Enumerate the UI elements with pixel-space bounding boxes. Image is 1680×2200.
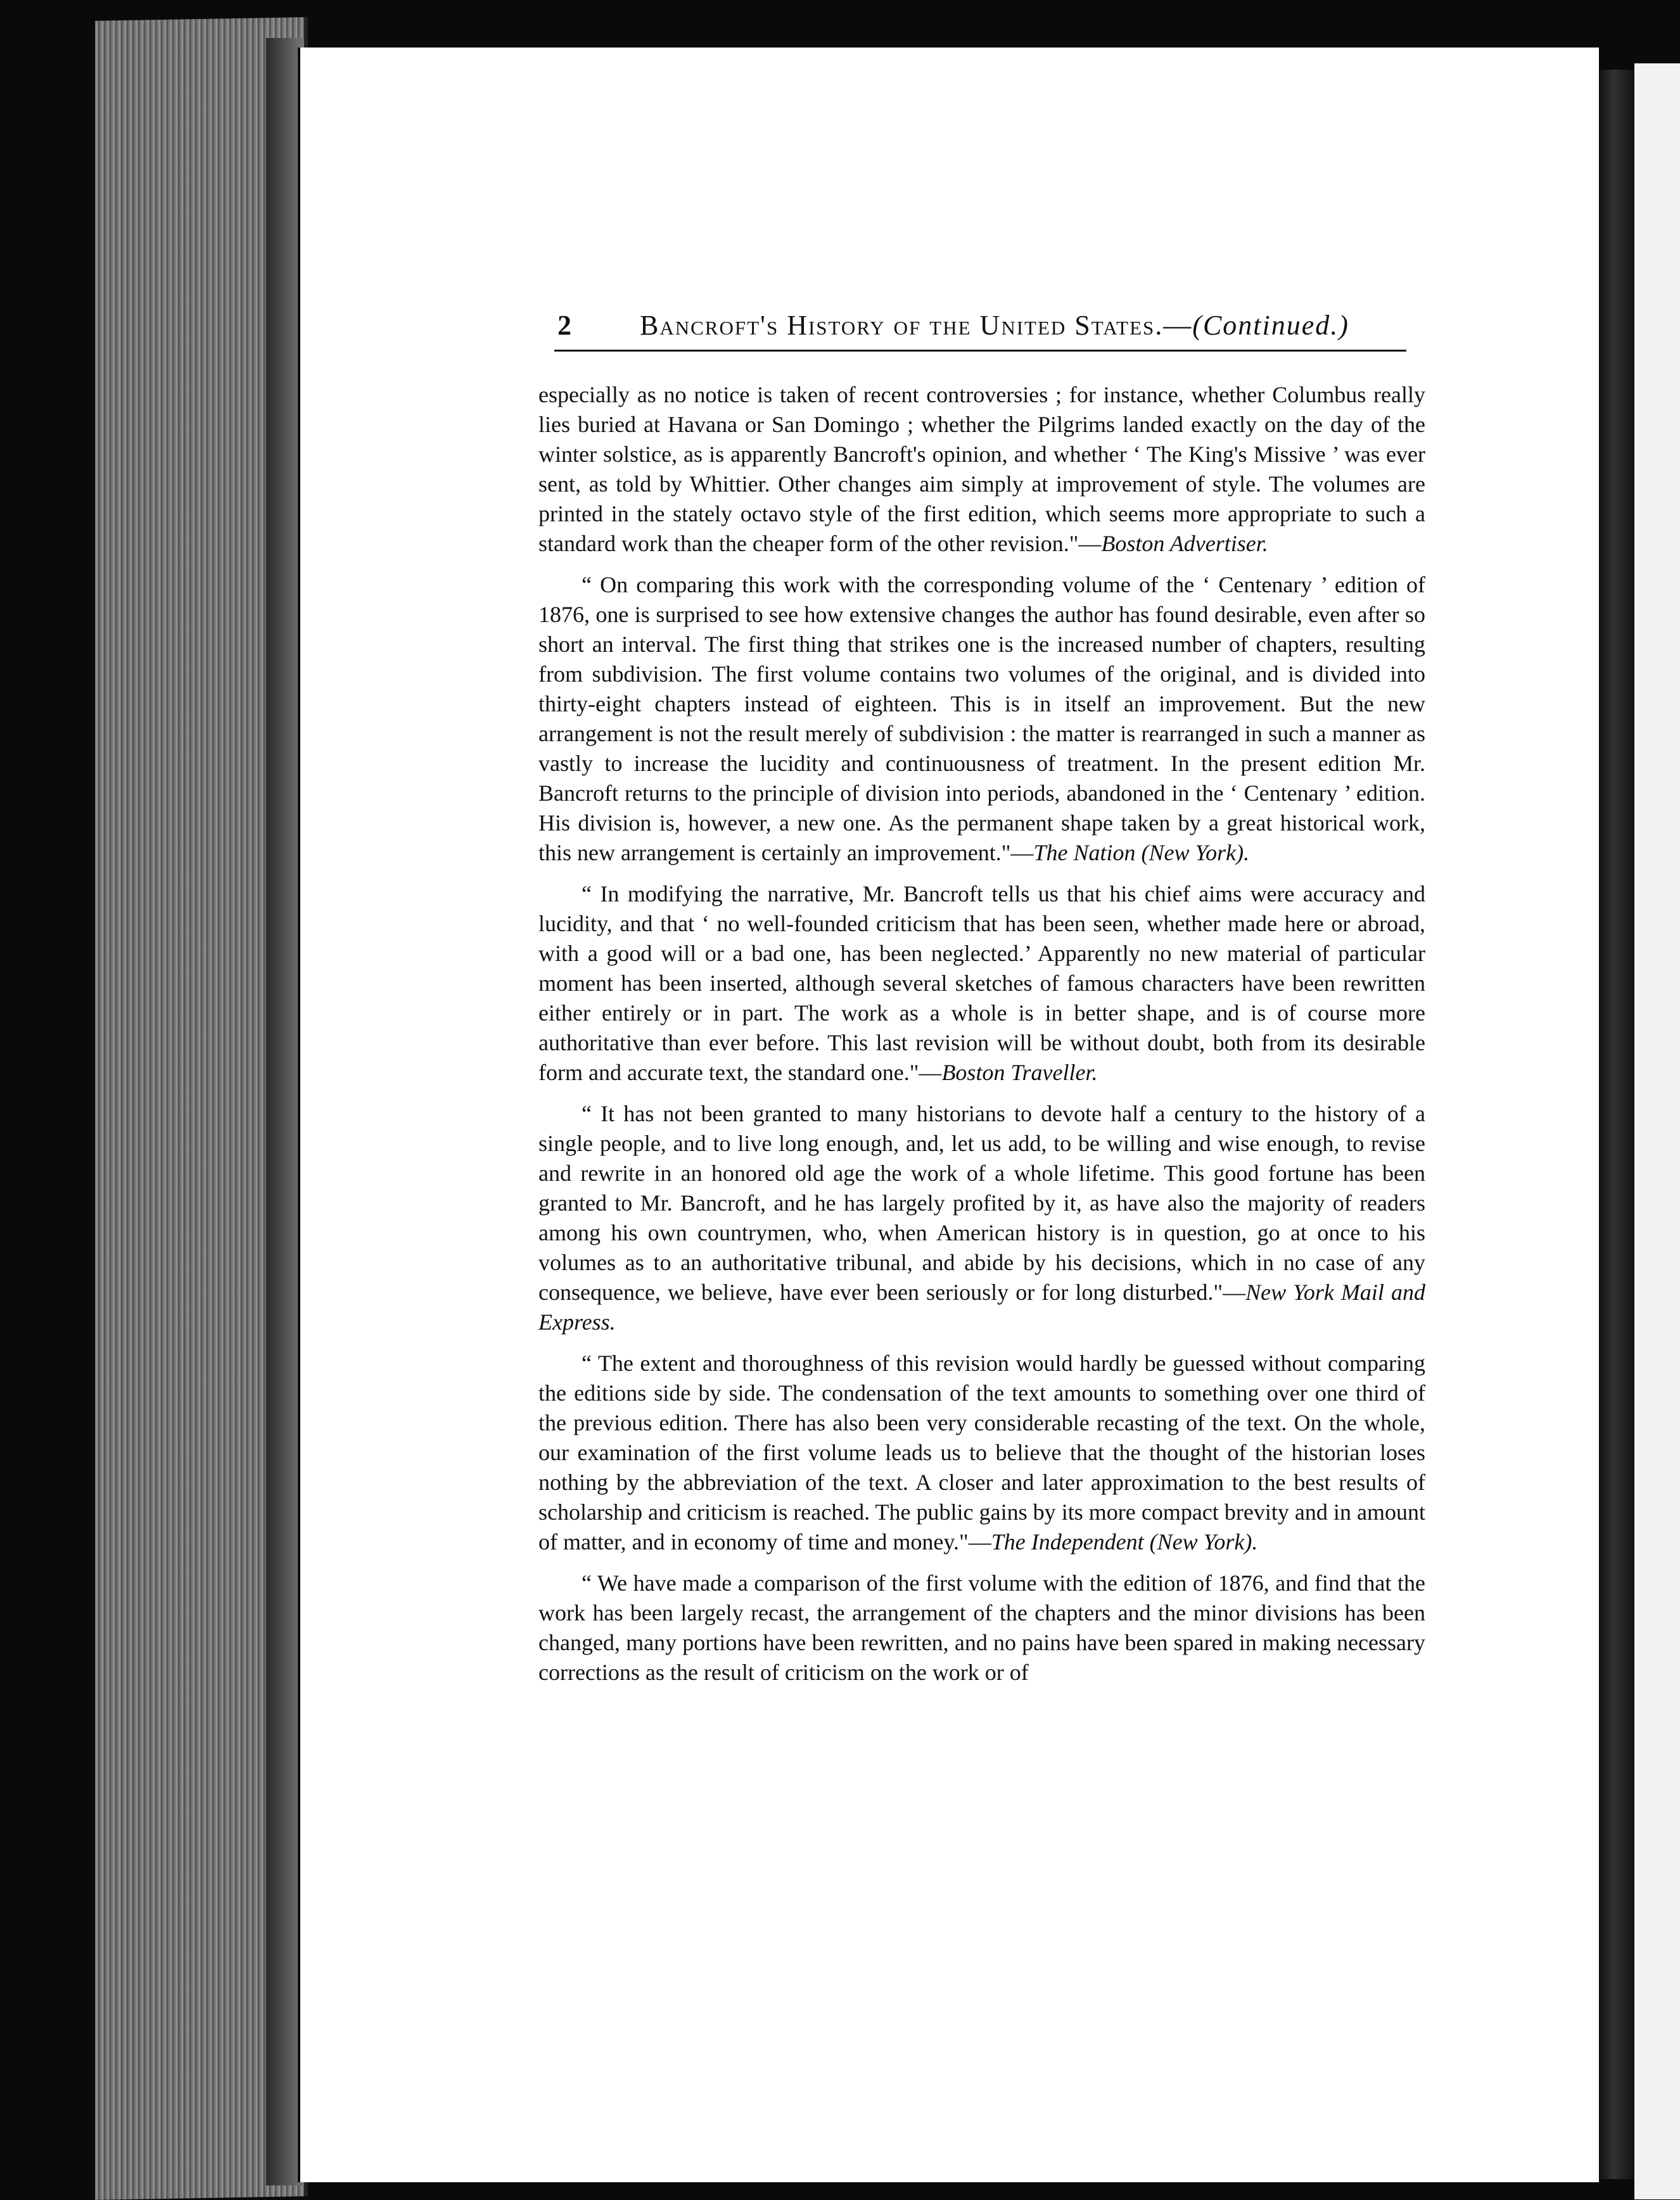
page-header: [557, 309, 1406, 353]
review-text: “ The extent and thoroughness of this revision would hardly be guessed without comparing the editions side by side. The condensation of the text amounts to something over one third of the previous edition. There has also been very considerable recasting of the text. On the whole, our examination of the first volume leads us to believe that the thought of the historian loses nothing by the abbreviation of the text. A closer and later approximation to the best results of scholarship and criticism is reached. The public gains by its more compact brevity and in amount of matter, and in economy of time and money."—: [538, 1351, 1425, 1555]
review-source: The Independent (New York).: [991, 1529, 1258, 1555]
review-source: Boston Traveller.: [941, 1060, 1098, 1085]
review-paragraph: [538, 1349, 1425, 1557]
body-text: [538, 380, 1425, 1699]
review-text: especially as no notice is taken of recent controversies ; for instance, whether Columbus really lies buried at Havana or San Domingo ; whether the Pilgrims landed exactly on the day of the winter solstice, as is apparently Bancroft's opinion, and whether ‘ The King's Missive ’ was ever sent, as told by Whittier. Other changes aim simply at improvement of style. The volumes are printed in the stately octavo style of the first edition, which seems more appropriate to such a standard work than the cheaper form of the other revision."—: [538, 382, 1425, 556]
facing-page: [1634, 63, 1680, 2199]
review-text: “ In modifying the narrative, Mr. Bancroft tells us that his chief aims were accuracy and lucidity, and that ‘ no well-founded criticism that has been seen, whether made here or abroad, with a good will or a bad one, has been neglected.’ Apparently no new material of particular moment has been inserted, although several sketches of famous characters have been rewritten either entirely or in part. The work as a whole is in better shape, and is of course more authoritative than ever before. This last revision will be without doubt, both from its desirable form and accurate text, the standard one."—: [538, 881, 1425, 1085]
review-paragraph: [538, 879, 1425, 1088]
review-paragraph: [538, 1568, 1425, 1688]
review-source: Boston Advertiser.: [1101, 531, 1268, 556]
facing-page-edge: [1600, 70, 1634, 2179]
review-paragraph: [538, 1099, 1425, 1337]
page-number: 2: [557, 310, 571, 341]
running-title: [640, 309, 1349, 341]
review-text: “ On comparing this work with the corresponding volume of the ‘ Centenary ’ edition of 1876, one is surprised to see how extensive changes the author has found desirable, even after so short an interval. The first thing that strikes one is the increased number of chapters, resulting from subdivision. The first volume contains two volumes of the original, and is divided into thirty-eight chapters instead of eighteen. This is in itself an improvement. But the new arrangement is not the result merely of subdivision : the matter is rearranged in such a manner as vastly to increase the lucidity and continuousness of treatment. In the present edition Mr. Bancroft returns to the principle of division into periods, abandoned in the ‘ Centenary ’ edition. His division is, however, a new one. As the permanent shape taken by a great historical work, this new arrangement is certainly an improvement."—: [538, 572, 1425, 865]
continued-label: (Continued.): [1192, 310, 1349, 341]
review-source: The Nation (New York).: [1033, 840, 1250, 865]
header-rule: [554, 350, 1406, 352]
running-title-text: Bancroft's History of the United States.—: [640, 310, 1193, 341]
review-paragraph: [538, 570, 1425, 868]
review-paragraph: [538, 380, 1425, 559]
review-text: “ We have made a comparison of the first volume with the edition of 1876, and find that the work has been largely recast, the arrangement of the chapters and the minor divisions has been changed, many portions have been rewritten, and no pains have been spared in making necessary corrections as the result of criticism on the work or of: [538, 1570, 1425, 1685]
review-source: New York Mail and Express.: [538, 1280, 1426, 1335]
review-text: “ It has not been granted to many historians to devote half a century to the history of a single people, and to live long enough, and, let us add, to be willing and wise enough, to revise and rewrite in an honored old age the work of a whole lifetime. This good fortune has been granted to Mr. Bancroft, and he has largely profited by it, as have also the majority of readers among his own countrymen, who, when American history is in question, go at once to his volumes as to an authoritative tribunal, and abide by his decisions, which in no case of any consequence, we believe, have ever been seriously or for long disturbed."—: [538, 1101, 1425, 1305]
